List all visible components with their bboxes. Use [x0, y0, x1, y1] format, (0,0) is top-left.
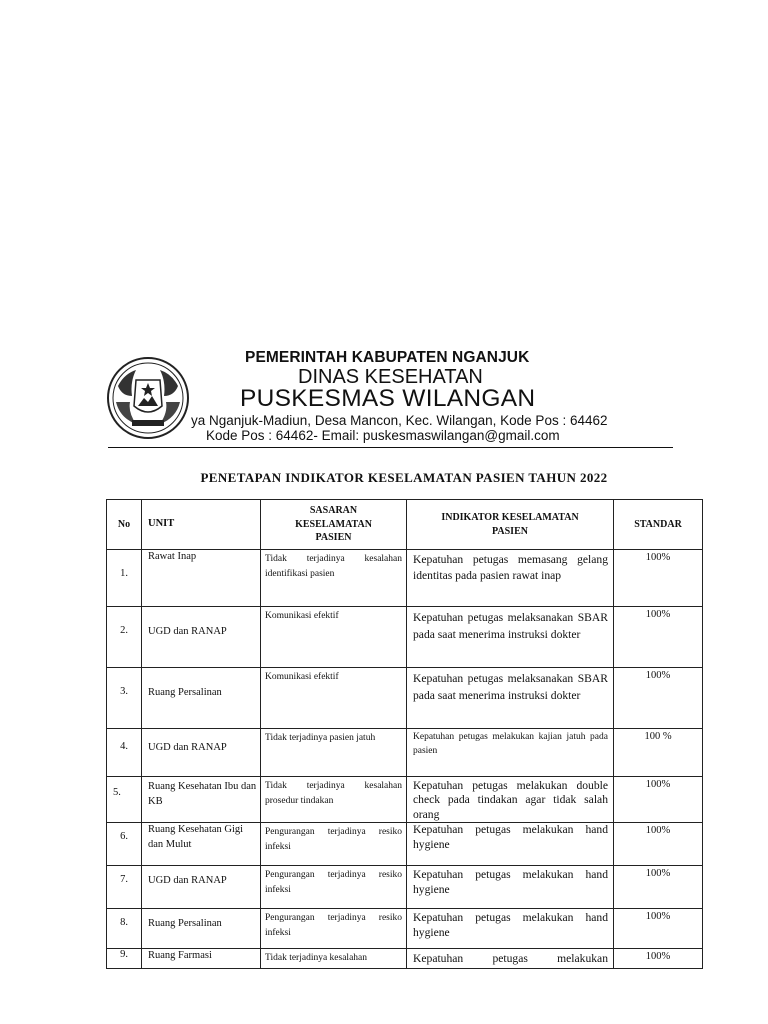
indicator-table	[106, 499, 703, 969]
row-standar: 100%	[614, 949, 703, 969]
row-standar: 100%	[614, 909, 703, 949]
department-name: DINAS KESEHATAN	[298, 366, 483, 388]
row-standar: 100 %	[614, 729, 703, 777]
row-indikator: Kepatuhan petugas melaksanakan SBAR pada saat menerima instruksi dokter	[407, 607, 614, 668]
row-sasaran: Tidak terjadinya kesalahan prosedur tindakan	[261, 777, 407, 823]
row-unit: Ruang Persalinan	[142, 668, 261, 729]
table-row	[107, 729, 703, 777]
row-indikator: Kepatuhan petugas memasang gelang identitas pada pasien rawat inap	[407, 550, 614, 607]
row-indikator: Kepatuhan petugas melakukan hand hygiene	[407, 866, 614, 909]
header-no: No	[107, 500, 142, 550]
row-number: 8.	[107, 909, 142, 949]
regency-emblem-icon	[106, 356, 190, 440]
row-indikator: Kepatuhan petugas melaksanakan SBAR pada saat menerima instruksi dokter	[407, 668, 614, 729]
row-standar: 100%	[614, 607, 703, 668]
table-row	[107, 668, 703, 729]
header-unit: UNIT	[142, 500, 261, 550]
row-indikator: Kepatuhan petugas melakukan kajian jatuh pada pasien	[407, 729, 614, 777]
row-indikator: Kepatuhan petugas melakukan hand hygiene	[407, 823, 614, 866]
row-number: 7.	[107, 866, 142, 909]
row-standar: 100%	[614, 866, 703, 909]
row-standar: 100%	[614, 550, 703, 607]
table-row	[107, 909, 703, 949]
header-standar: STANDAR	[614, 500, 703, 550]
row-indikator: Kepatuhan petugas melakukan double check pada tindakan agar tidak salah orang	[407, 777, 614, 823]
row-number: 6.	[107, 823, 142, 866]
row-number: 3.	[107, 668, 142, 729]
row-number: 9.	[107, 949, 142, 969]
table-row	[107, 949, 703, 969]
header-sasaran: SASARAN KESELAMATAN PASIEN	[261, 500, 407, 550]
row-sasaran: Pengurangan terjadinya resiko infeksi	[261, 909, 407, 949]
row-unit: Ruang Farmasi	[142, 949, 261, 969]
table-row	[107, 607, 703, 668]
row-sasaran: Komunikasi efektif	[261, 668, 407, 729]
row-unit: UGD dan RANAP	[142, 729, 261, 777]
row-number: 4.	[107, 729, 142, 777]
row-unit: Rawat Inap	[142, 550, 261, 607]
government-name: PEMERINTAH KABUPATEN NGANJUK	[245, 349, 530, 366]
table-row	[107, 866, 703, 909]
row-sasaran: Tidak terjadinya pasien jatuh	[261, 729, 407, 777]
row-standar: 100%	[614, 823, 703, 866]
row-unit: Ruang Kesehatan Gigi dan Mulut	[142, 823, 261, 866]
header-divider	[108, 447, 673, 448]
row-unit: Ruang Kesehatan Ibu dan KB	[142, 777, 261, 823]
table-row	[107, 823, 703, 866]
row-unit: UGD dan RANAP	[142, 607, 261, 668]
row-sasaran: Tidak terjadinya kesalahan	[261, 949, 407, 969]
institution-name: PUSKESMAS WILANGAN	[240, 385, 536, 412]
row-indikator: Kepatuhan petugas melakukan hand hygiene	[407, 909, 614, 949]
row-sasaran: Tidak terjadinya kesalahan identifikasi pasien	[261, 550, 407, 607]
row-unit: Ruang Persalinan	[142, 909, 261, 949]
row-sasaran: Pengurangan terjadinya resiko infeksi	[261, 866, 407, 909]
row-standar: 100%	[614, 777, 703, 823]
row-unit: UGD dan RANAP	[142, 866, 261, 909]
document-title: PENETAPAN INDIKATOR KESELAMATAN PASIEN TAHUN 2022	[200, 470, 608, 485]
row-standar: 100%	[614, 668, 703, 729]
address-line: ya Nganjuk-Madiun, Desa Mancon, Kec. Wilangan, Kode Pos : 64462	[191, 413, 608, 428]
table-header-row	[107, 500, 703, 550]
row-indikator: Kepatuhan petugas melakukan	[407, 949, 614, 969]
row-number: 2.	[107, 607, 142, 668]
header-indikator: INDIKATOR KESELAMATAN PASIEN	[407, 500, 614, 550]
row-sasaran: Komunikasi efektif	[261, 607, 407, 668]
row-number: 1.	[107, 550, 142, 607]
contact-line: Kode Pos : 64462- Email: puskesmaswilangan@gmail.com	[206, 428, 560, 443]
table-row	[107, 550, 703, 607]
row-number: 5.	[107, 777, 142, 823]
row-sasaran: Pengurangan terjadinya resiko infeksi	[261, 823, 407, 866]
table-row	[107, 777, 703, 823]
